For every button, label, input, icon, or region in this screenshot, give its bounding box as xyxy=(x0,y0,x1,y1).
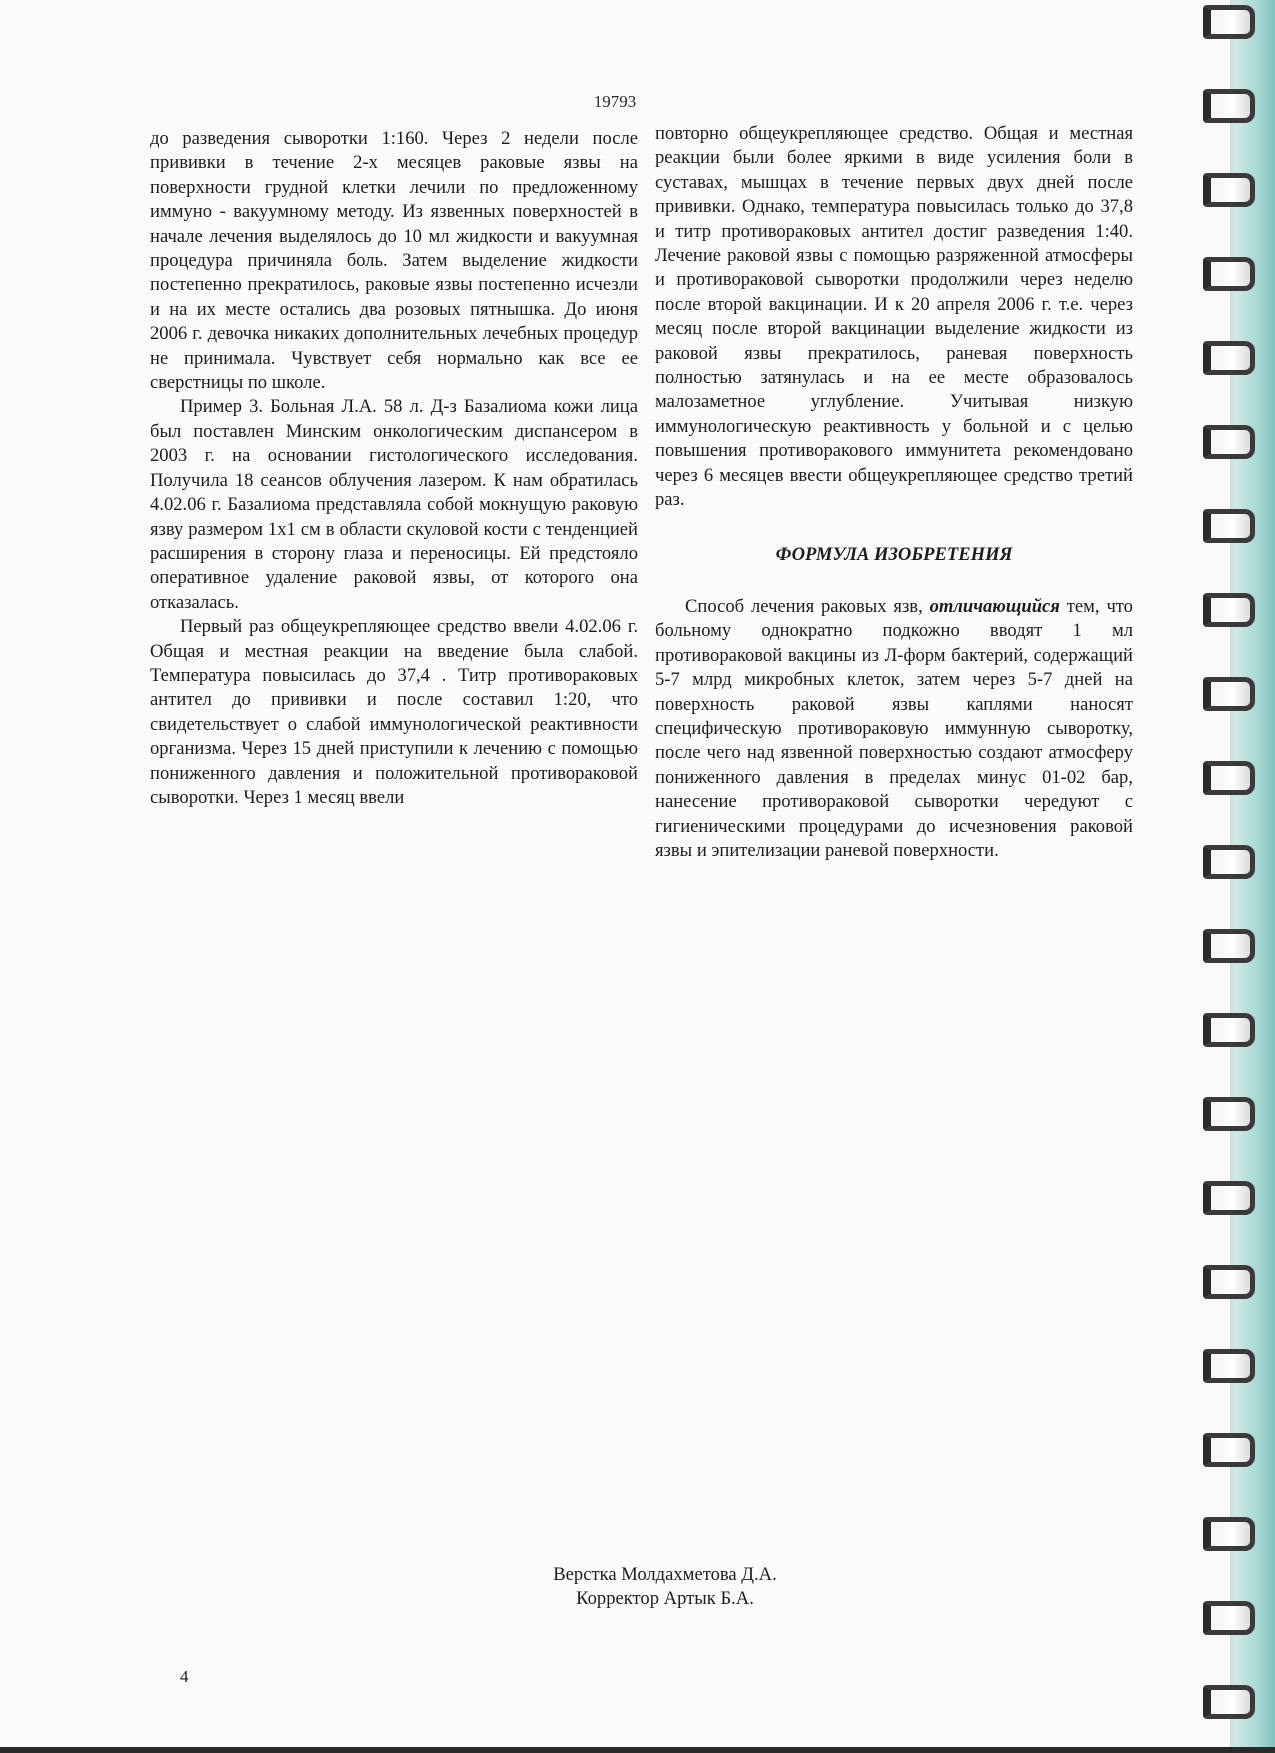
binding-ring xyxy=(1203,1097,1255,1131)
binding-ring xyxy=(1203,1265,1255,1299)
binding-ring xyxy=(1203,1013,1255,1047)
layout-credit: Верстка Молдахметова Д.А. xyxy=(553,1564,777,1585)
left-column xyxy=(150,127,638,810)
left-paragraph-1: до разведения сыворотки 1:160. Через 2 недели после прививки в течение 2-х месяцев раковые язвы на поверхности грудной клетки лечили по предложенному иммуно - вакуумному методу. Из язвенных поверхностей в начале лечения выделялось до 10 мл жидкости и вакуумная процедура причиняла боль. Затем выделение жидкости постепенно прекратилось, раковые язвы постепенно исчезли и на их месте остались два розовых пятнышка. До июня 2006 г. девочка никаких дополнительных лечебных процедур не принимала. Чувствует себя нормально как все ее сверстницы по школе. xyxy=(150,128,638,394)
claim-paragraph xyxy=(655,595,1133,863)
left-paragraph-2: Пример 3. Больная Л.А. 58 л. Д-з Базалиома кожи лица был поставлен Минским онкологическим диспансером в 2003 г. на основании гистологического исследования. Получила 18 сеансов облучения лазером. К нам обратилась 4.02.06 г. Базалиома представляла собой мокнущую раковую язву размером 1х1 см в области скуловой кости с тенденцией расширения в сторону глаза и переносицы. Ей предстояло оперативное удаление раковой язвы, от которого она отказалась. xyxy=(150,396,638,613)
credits xyxy=(440,1563,890,1611)
binding-ring xyxy=(1203,5,1255,39)
binding-ring xyxy=(1203,677,1255,711)
left-paragraph-3: Первый раз общеукрепляющее средство ввели 4.02.06 г. Общая и местная реакции на введение была слабой. Температура повысилась до 37,4 . Титр противораковых антител до прививки и после составил 1:20, что свидетельствует о слабой иммунологической реактивности организма. Через 15 дней приступили к лечению с помощью пониженного давления и положительной противораковой сыворотки. Через 1 месяц ввели xyxy=(150,616,638,808)
corrector-credit: Корректор Артык Б.А. xyxy=(576,1588,754,1609)
binding-ring xyxy=(1203,1601,1255,1635)
claim-emphasis: отличающийся xyxy=(929,595,1060,617)
binding-ring xyxy=(1203,929,1255,963)
page-number: 4 xyxy=(180,1667,189,1686)
right-paragraph-1: повторно общеукрепляющее средство. Общая и местная реакции были более яркими в виде усиления боли в суставах, мышцах в течение первых двух дней после прививки. Однако, температура повысилась только до 37,8 и титр противораковых антител достиг разведения 1:40. Лечение раковой язвы с помощью разряженной атмосферы и противораковой сыворотки продолжили через неделю после второй вакцинации. И к 20 апреля 2006 г. т.е. через месяц после второй вакцинации выделение жидкости из раковой язвы прекратилось, раневая поверхность полностью затянулась и на ее месте образовалось малозаметное углубление. Учитывая низкую иммунологическую реактивность у больной и с целью повышения противоракового иммунитета рекомендовано через 6 месяцев ввести общеукрепляющее средство третий раз. xyxy=(655,123,1133,511)
patent-number: 19793 xyxy=(593,92,637,111)
binding-ring xyxy=(1203,1181,1255,1215)
binding-ring xyxy=(1203,1433,1255,1467)
binding-ring xyxy=(1203,89,1255,123)
binding-ring xyxy=(1203,173,1255,207)
binding-ring xyxy=(1203,761,1255,795)
claim-start: Способ лечения раковых язв, xyxy=(685,595,923,617)
formula-heading: ФОРМУЛА ИЗОБРЕТЕНИЯ xyxy=(775,543,1013,565)
binding-ring xyxy=(1203,1517,1255,1551)
binding-ring xyxy=(1203,845,1255,879)
binding-ring xyxy=(1203,509,1255,543)
binding-ring xyxy=(1203,1349,1255,1383)
claim-rest: тем, что больному однократно подкожно вводят 1 мл противораковой вакцины из Л-форм бактерий, содержащий 5-7 млрд микробных клеток, затем через 5-7 дней на поверхность раковой язвы каплями наносят специфическую противораковую иммунную сыворотку, после чего над язвенной поверхностью создают атмосферу пониженного давления в пределах минус 01-02 бар, нанесение противораковой сыворотки чередуют с гигиеническими процедурами до исчезновения раковой язвы и эпителизации раневой поверхности. xyxy=(655,595,1133,861)
binding-ring xyxy=(1203,341,1255,375)
scan-edge xyxy=(0,1747,1275,1753)
binding-ring xyxy=(1203,257,1255,291)
binding-ring xyxy=(1203,425,1255,459)
binding-ring xyxy=(1203,1685,1255,1719)
binding-ring xyxy=(1203,593,1255,627)
right-column xyxy=(655,122,1133,863)
